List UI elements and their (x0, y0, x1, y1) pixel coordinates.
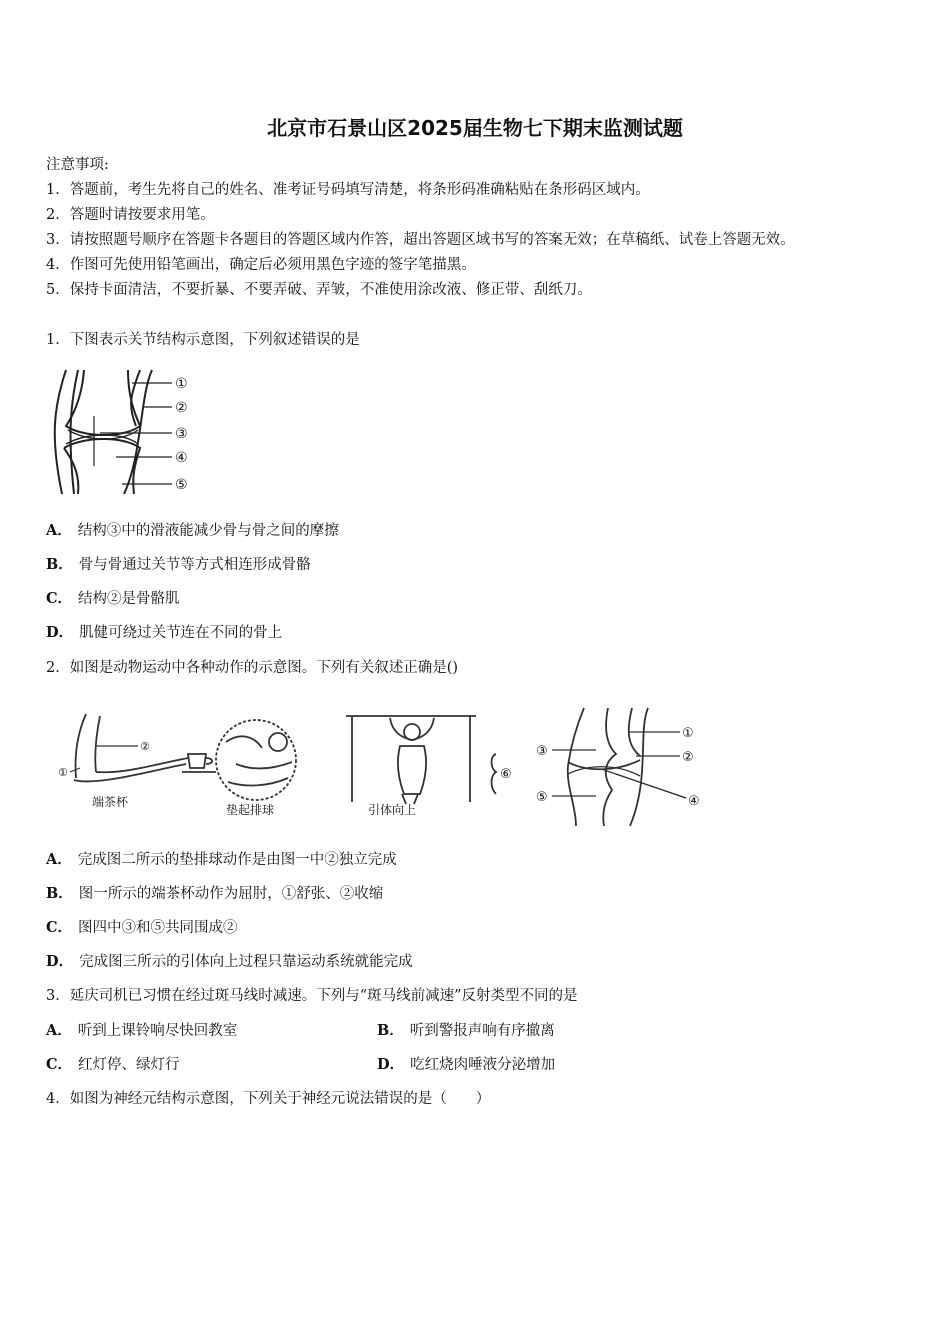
option-label: A． (46, 1022, 72, 1039)
pullup-figure (346, 716, 476, 804)
option-text: 结构③中的滑液能减少骨与骨之间的摩擦 (77, 523, 339, 539)
option-text: 图四中③和⑤共同围成② (78, 920, 238, 936)
option-label: A． (46, 851, 72, 868)
option-label: C． (46, 590, 73, 607)
q2-option-b (46, 882, 383, 903)
joint-structure-figure (44, 366, 204, 498)
question-1-stem: 1．下图表示关节结构示意图，下列叙述错误的是 (46, 332, 360, 348)
joint-label: ② (175, 400, 188, 416)
option-label: C． (46, 919, 73, 936)
option-label: B． (46, 556, 73, 573)
q3-option-c (46, 1053, 180, 1074)
volleyball-figure (216, 720, 296, 800)
option-label: A． (46, 522, 72, 539)
option-label: B． (377, 1022, 404, 1039)
question-4-stem: 4．如图为神经元结构示意图，下列关于神经元说法错误的是（ ） (46, 1091, 491, 1107)
q3-option-b (377, 1019, 555, 1040)
option-text: 红灯停、绿灯行 (78, 1057, 180, 1073)
notice-item: 3．请按照题号顺序在答题卡各题目的答题区域内作答，超出答题区域书写的答案无效；在草稿纸、试卷上答题无效。 (46, 232, 795, 248)
notice-heading: 注意事项: (46, 157, 109, 173)
option-text: 完成图二所示的垫排球动作是由图一中②独立完成 (77, 852, 397, 868)
joint-diagram-figure (492, 708, 649, 826)
option-text: 听到上课铃响尽快回教室 (77, 1023, 238, 1039)
q1-option-d (46, 621, 282, 642)
option-text: 完成图三所示的引体向上过程只靠运动系统就能完成 (79, 954, 413, 970)
option-label: B． (46, 885, 73, 902)
option-text: 听到警报声响有序撤离 (409, 1023, 555, 1039)
option-label: D． (46, 624, 74, 641)
figure-caption: 垫起排球 (226, 803, 275, 817)
joint-label: ② (682, 750, 694, 765)
option-text: 肌健可绕过关节连在不同的骨上 (79, 625, 283, 641)
motion-actions-figure (56, 702, 716, 828)
option-text: 图一所示的端茶杯动作为屈肘，①舒张、②收缩 (78, 886, 384, 902)
q3-option-a (46, 1019, 237, 1040)
joint-label: ③ (175, 426, 188, 442)
figure-caption: 引体向上 (368, 803, 417, 817)
option-text: 结构②是骨骼肌 (78, 591, 180, 607)
notice-item: 1．答题前，考生先将自己的姓名、准考证号码填写清楚，将条形码准确粘贴在条形码区域内。 (46, 182, 650, 198)
joint-label: ⑥ (500, 767, 512, 782)
option-label: D． (377, 1056, 405, 1073)
q2-option-a (46, 848, 397, 869)
joint-label: ⑤ (175, 477, 188, 493)
q1-option-c (46, 587, 180, 608)
option-text: 吃红烧肉唾液分泌增加 (410, 1057, 556, 1073)
arm-label: ② (140, 740, 150, 753)
joint-label: ① (175, 376, 188, 392)
joint-label: ① (682, 726, 694, 741)
notice-item: 4．作图可先使用铅笔画出，确定后必须用黑色字迹的签字笔描黑。 (46, 257, 476, 273)
joint-label: ④ (175, 450, 188, 466)
notice-item: 5．保持卡面清洁，不要折暴、不要弄破、弄皱，不准使用涂改液、修正带、刮纸刀。 (46, 282, 592, 298)
option-label: D． (46, 953, 74, 970)
joint-label: ④ (688, 794, 700, 809)
option-label: C． (46, 1056, 73, 1073)
figure-caption: 端茶杯 (92, 795, 129, 809)
option-text: 骨与骨通过关节等方式相连形成骨骼 (78, 557, 311, 573)
page-title: 北京市石景山区2025届生物七下期末监测试题 (267, 116, 683, 140)
q2-option-c (46, 916, 238, 937)
joint-label: ③ (536, 744, 548, 759)
q1-option-b (46, 553, 311, 574)
question-3-stem: 3．延庆司机已习惯在经过斑马线时减速。下列与“斑马线前减速”反射类型不同的是 (46, 988, 578, 1004)
arm-label: ① (58, 766, 68, 779)
joint-label: ⑤ (536, 790, 548, 805)
q2-option-d (46, 950, 413, 971)
q1-option-a (46, 519, 339, 540)
question-2-stem: 2．如图是动物运动中各种动作的示意图。下列有关叙述正确是() (46, 660, 459, 676)
notice-item: 2．答题时请按要求用笔。 (46, 207, 215, 223)
q3-option-d (377, 1053, 555, 1074)
